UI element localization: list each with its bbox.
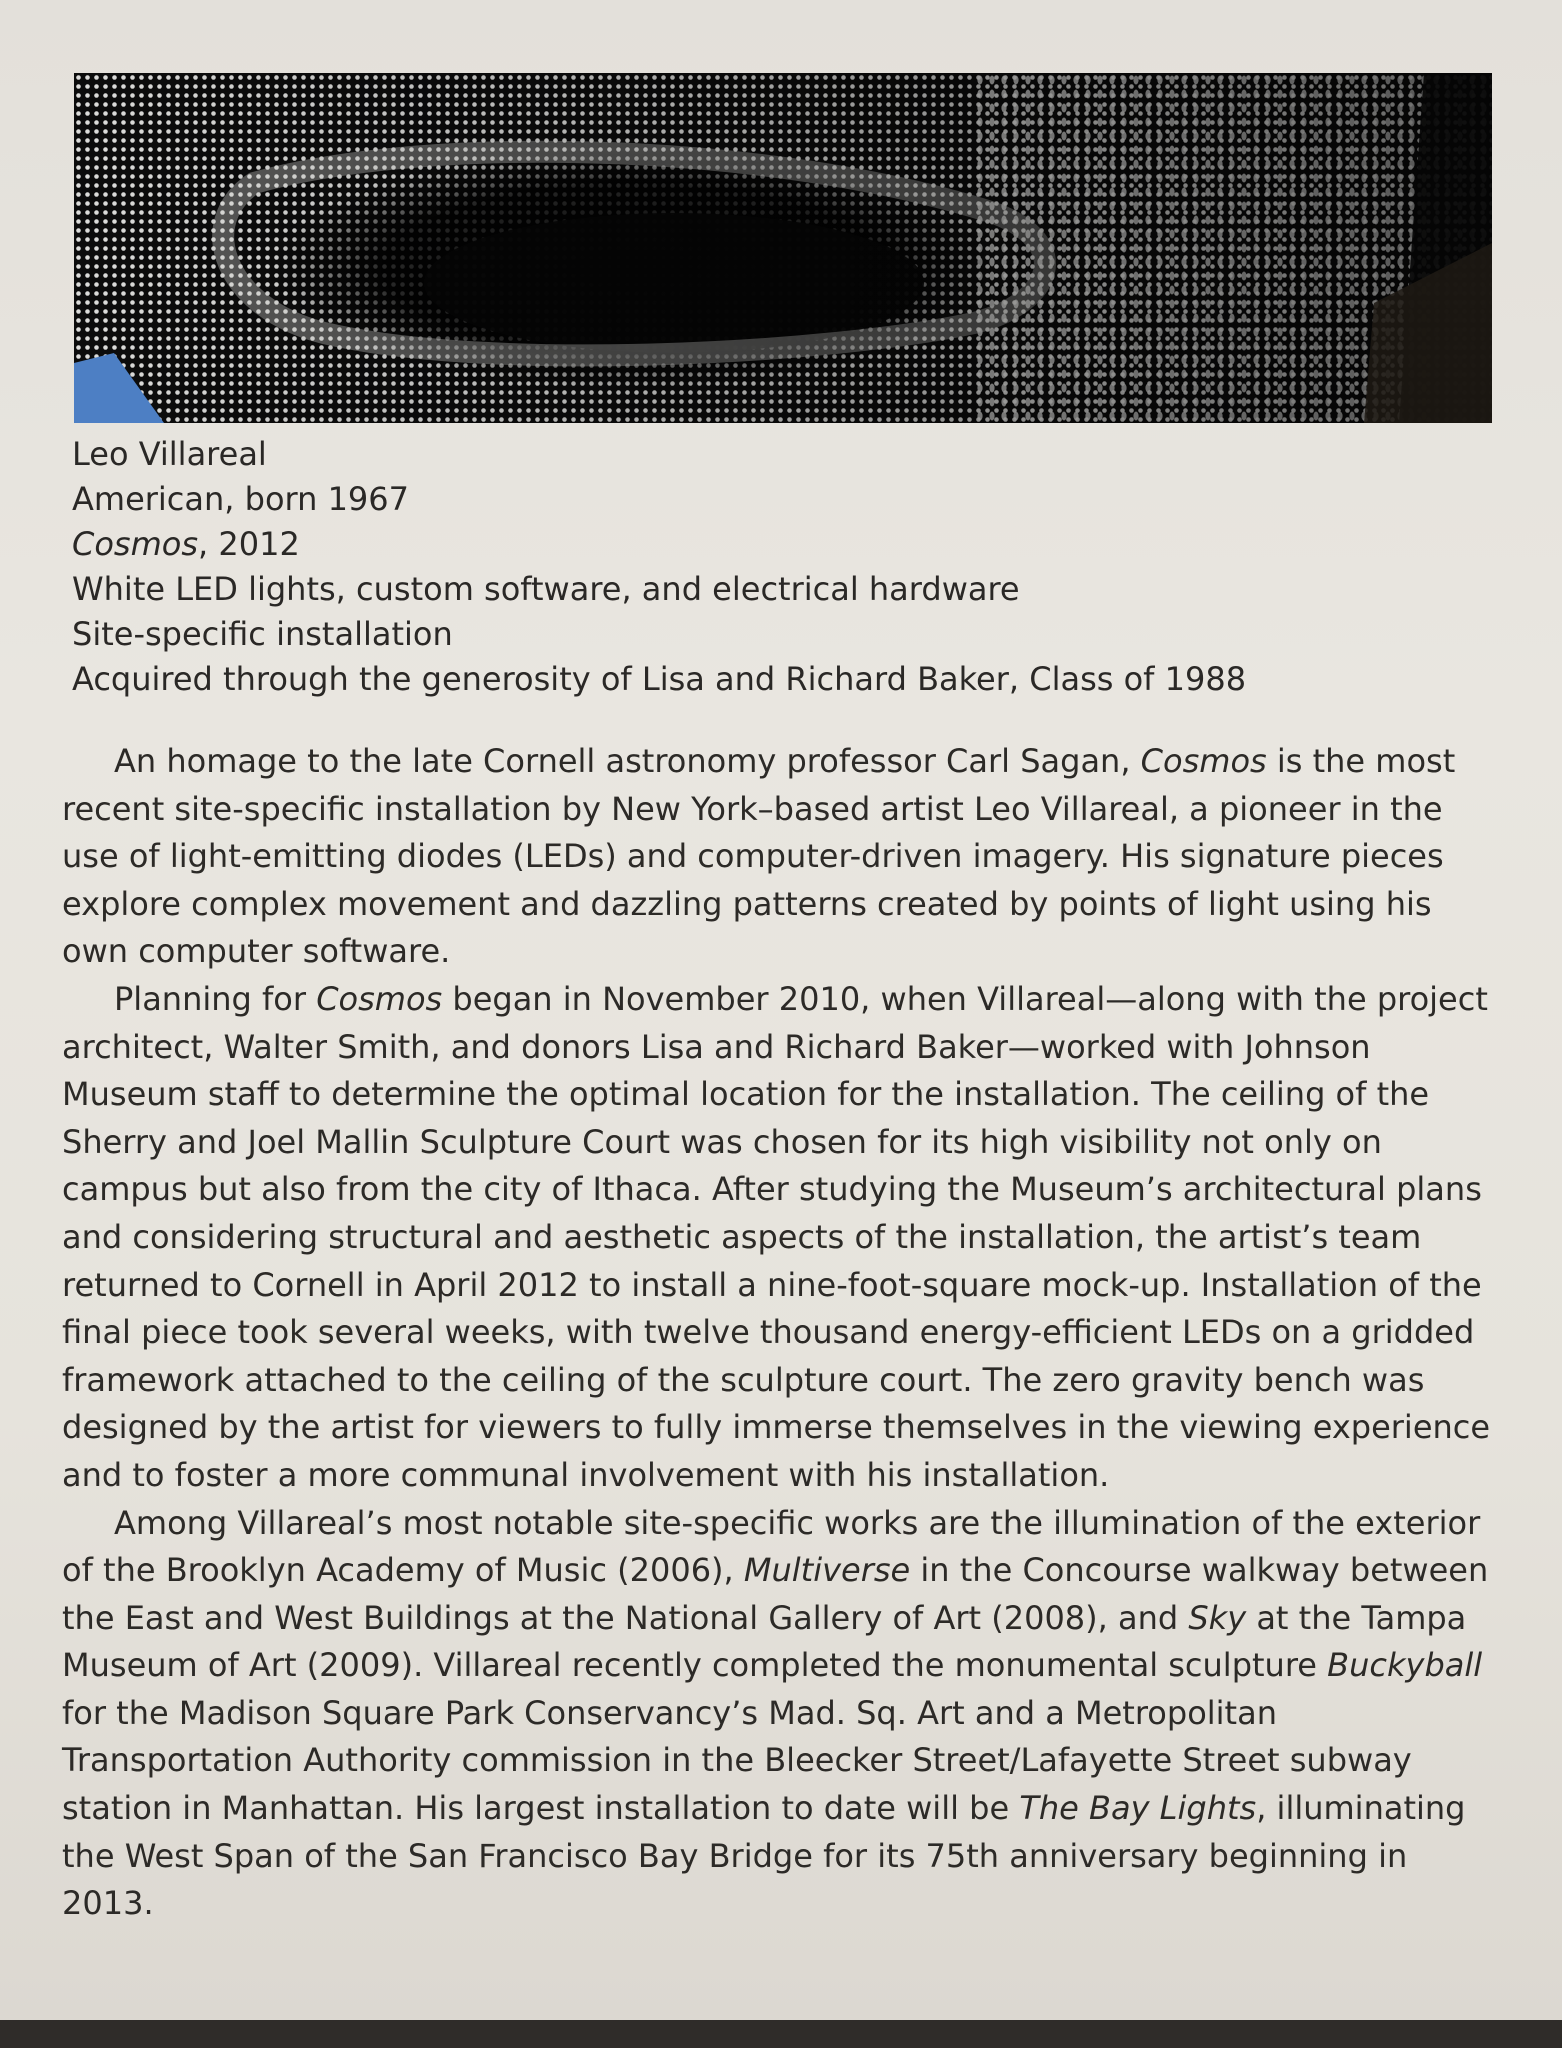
label-body-text bbox=[62, 738, 1502, 1928]
body-paragraph-1 bbox=[62, 738, 1502, 976]
p3-text-3: at the Tampa Museum of Art (2009). Villareal recently completed the monumental sculpture bbox=[62, 1598, 1467, 1685]
p3-italic-1: Multiverse bbox=[743, 1551, 911, 1590]
artwork-year: , 2012 bbox=[198, 525, 300, 563]
p3-italic-4: The Bay Lights bbox=[1019, 1789, 1257, 1828]
p3-italic-3: Buckyball bbox=[1327, 1646, 1483, 1685]
wall-edge bbox=[0, 2020, 1562, 2048]
p3-text-4: for the Madison Square Park Conservancy’s Mad. Sq. Art and a Metropolitan Transportation Authority commission in the Bleecker Street/Lafayette Street subway station in Manhattan. His largest installation to date will be bbox=[62, 1693, 1412, 1828]
p1-italic-1: Cosmos bbox=[1140, 742, 1267, 780]
p3-text-2: in the Concourse walkway between the East and West Buildings at the National Gallery of Art (2008), and bbox=[62, 1551, 1489, 1637]
body-paragraph-3 bbox=[62, 1500, 1502, 1928]
p3-text-1: Among Villareal’s most notable site-specific works are the illumination of the exterior of the Brooklyn Academy of Music (2006), bbox=[62, 1503, 1481, 1590]
p3-italic-2: Sky bbox=[1188, 1598, 1247, 1637]
artist-name: Leo Villareal bbox=[72, 435, 267, 473]
p3-text-5: , illuminating the West Span of the San Francisco Bay Bridge for its 75th anniversary beginning in 2013. bbox=[62, 1789, 1466, 1923]
artwork-medium: White LED lights, custom software, and electrical hardware bbox=[72, 570, 1020, 608]
artwork-title-line bbox=[72, 522, 1492, 567]
p2-italic-1: Cosmos bbox=[316, 979, 443, 1018]
p1-text-2: is the most recent site-specific installation by New York–based artist Leo Villareal, a pioneer in the use of light-emitting diodes (LEDs) and computer-driven imagery. His signature pieces explore complex movement and dazzling patterns created by points of light using his own computer software. bbox=[62, 742, 1456, 971]
artwork-caption bbox=[72, 432, 1492, 702]
p1-text-1: An homage to the late Cornell astronomy professor Carl Sagan, bbox=[114, 742, 1141, 780]
artwork-type: Site-specific installation bbox=[72, 615, 453, 653]
artist-nationality: American, born 1967 bbox=[72, 480, 409, 518]
artwork-photo bbox=[74, 73, 1492, 423]
artwork-title: Cosmos bbox=[72, 525, 199, 563]
p2-text-1: Planning for bbox=[114, 979, 317, 1018]
body-paragraph-2 bbox=[62, 976, 1502, 1500]
artwork-credit: Acquired through the generosity of Lisa and Richard Baker, Class of 1988 bbox=[72, 660, 1247, 698]
led-installation-image bbox=[74, 73, 1492, 423]
p2-text-2: began in November 2010, when Villareal—along with the project architect, Walter Smith, and donors Lisa and Richard Baker—worked with Johnson Museum staff to determine the optimal location for the installation. The ceiling of the Sherry and Joel Mallin Sculpture Court was chosen for its high visibility not only on campus but also from the city of Ithaca. After studying the Museum’s architectural plans and considering structural and aesthetic aspects of the installation, the artist’s team returned to Cornell in April 2012 to install a nine-foot-square mock-up. Installation of the final piece took several weeks, with twelve thousand energy-efficient LEDs on a gridded framework attached to the ceiling of the sculpture court. The zero gravity bench was designed by the artist for viewers to fully immerse themselves in the viewing experience and to foster a more communal involvement with his installation. bbox=[62, 979, 1491, 1494]
